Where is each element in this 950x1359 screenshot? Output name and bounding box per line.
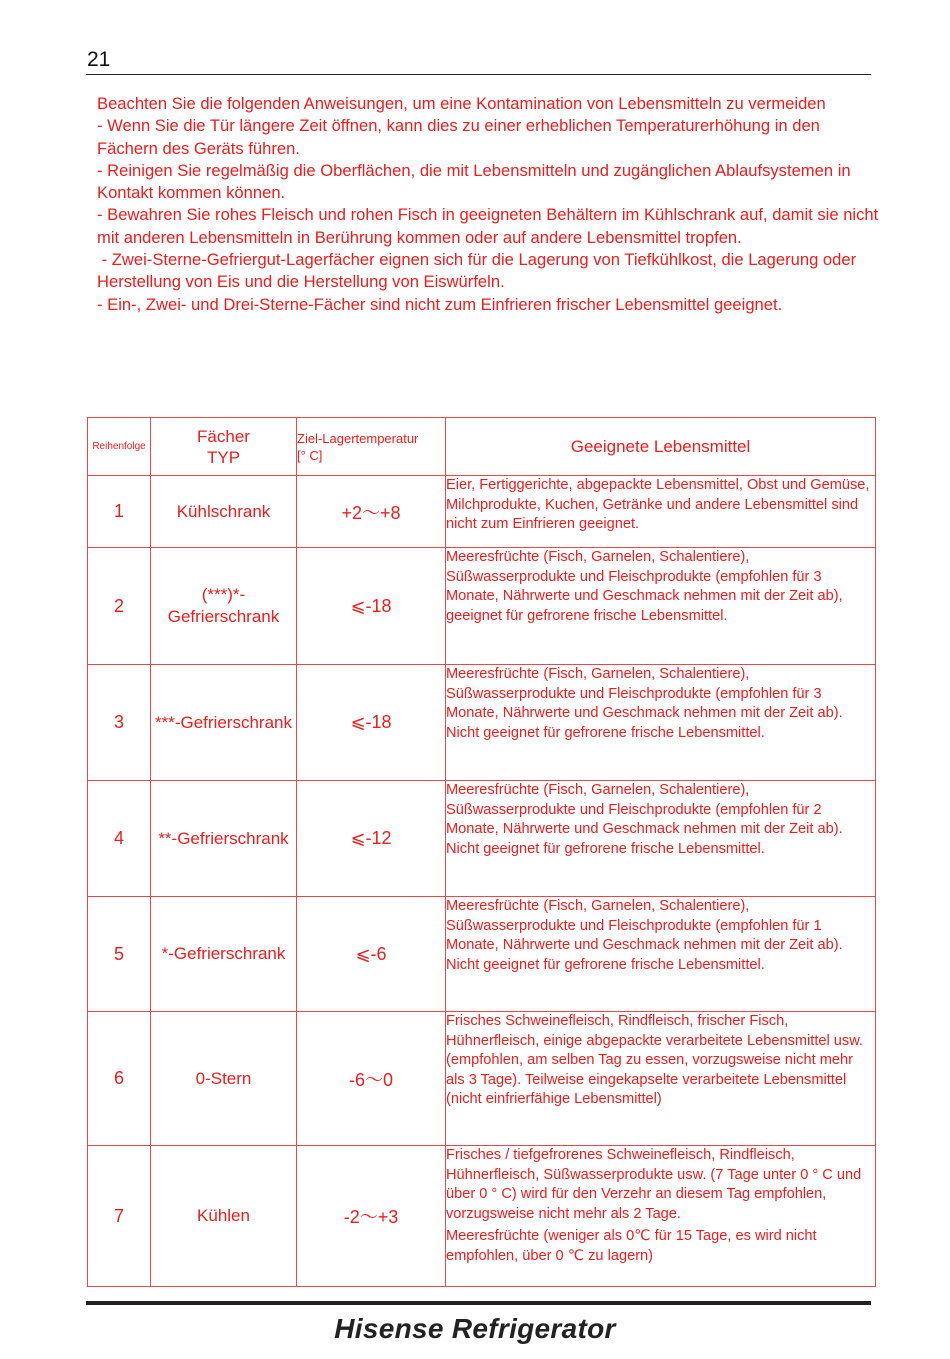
suitable-food-text: Frisches / tiefgefrorenes Schweinefleisch, Rindfleisch, Hühnerfleisch, Süßwasserprodukte usw. (7 Tage unter 0 ° C und über 0 ° C) wird für den Verzehr an diesem Tag empfohlen, vorzugsweise nicht mehr als 2 Tage. [446,1147,866,1222]
target-temperature: ⩽-6 [297,897,446,1012]
suitable-food-text: Meeresfrüchte (Fisch, Garnelen, Schalentiere), Süßwasserprodukte und Fleischprodukte (empfohlen für 3 Monate, Nährwerte und Geschmack nehmen mit der Zeit ab), geeignet für gefrorene frische Lebensmittel. [446,549,847,624]
compartment-type [151,1012,297,1146]
instruction-item: - Zwei-Sterne-Gefriergut-Lagerfächer eignen sich für die Lagerung von Tiefkühlkost, die Lagerung oder Herstellung von Eis und die Herstellung von Eiswürfeln. [97,250,861,292]
header-temperature-line2: [° C] [297,447,323,463]
suitable-food [446,1146,876,1287]
brand-logo-text: Hisense Refrigerator [334,1313,616,1344]
table-row [88,897,876,1012]
target-temperature: +2～+8 [297,476,446,548]
compartment-type [151,476,297,548]
table-row [88,548,876,665]
page-number: 21 [87,48,111,71]
header-type-line1: Fächer [197,426,250,446]
instruction-heading: Beachten Sie die folgenden Anweisungen, um eine Kontamination von Lebensmitteln zu vermeiden [97,94,826,113]
table-row [88,476,876,548]
header-order: Reihenfolge [88,418,151,476]
instruction-item: - Wenn Sie die Tür längere Zeit öffnen, kann dies zu einer erheblichen Temperaturerhöhung in den Fächern des Geräts führen. [97,116,825,158]
target-temperature: ⩽-18 [297,548,446,665]
row-order: 6 [88,1012,151,1146]
suitable-food-text: Eier, Fertiggerichte, abgepackte Lebensmittel, Obst und Gemüse, Milchprodukte, Kuchen, Getränke und andere Lebensmittel sind nicht zum Einfrieren geeignet. [446,477,874,533]
suitable-food [446,781,876,897]
compartment-type [151,665,297,781]
compartment-type-line1: **-Gefrierschrank [158,828,289,848]
target-temperature: -2～+3 [297,1146,446,1287]
row-order: 7 [88,1146,151,1287]
header-type-line2: TYP [206,447,241,467]
table-row [88,1012,876,1146]
instruction-item: - Reinigen Sie regelmäßig die Oberflächen, die mit Lebensmitteln und zugänglichen Ablaufsystemen in Kontakt kommen können. [97,160,856,203]
suitable-food [446,548,876,665]
header-temperature-line1: Ziel-Lagertemperatur [297,430,419,446]
suitable-food [446,476,876,548]
footer-rule [86,1301,871,1305]
compartment-type [151,781,297,897]
header-rule [86,74,871,75]
row-order: 1 [88,476,151,548]
header-suitable-food: Geeignete Lebensmittel [446,418,876,476]
target-temperature: -6～0 [297,1012,446,1146]
row-order: 5 [88,897,151,1012]
storage-table [87,417,876,1287]
table-header-row [88,418,876,476]
suitable-food-seafood-note: Meeresfrüchte (weniger als 0℃ für 15 Tage, es wird nicht empfohlen, über 0 ℃ zu lagern) [446,1228,817,1264]
instruction-item: - Bewahren Sie rohes Fleisch und rohen Fisch in geeigneten Behältern im Kühlschrank auf, damit sie nicht mit anderen Lebensmitteln in Berührung kommen oder auf andere Lebensmittel tropfen. [97,205,883,247]
contamination-instructions [97,93,882,316]
suitable-food-text: Meeresfrüchte (Fisch, Garnelen, Schalentiere), Süßwasserprodukte und Fleischprodukte (empfohlen für 1 Monate, Nährwerte und Geschmack nehmen mit der Zeit ab). Nicht geeignet für gefrorene frische Lebensmittel. [446,898,847,973]
suitable-food [446,897,876,1012]
suitable-food-text: Meeresfrüchte (Fisch, Garnelen, Schalentiere), Süßwasserprodukte und Fleischprodukte (empfohlen für 3 Monate, Nährwerte und Geschmack nehmen mit der Zeit ab). Nicht geeignet für gefrorene frische Lebensmittel. [446,666,847,741]
compartment-type-line1: *-Gefrierschrank [161,944,286,963]
row-order: 4 [88,781,151,897]
instruction-item: - Ein-, Zwei- und Drei-Sterne-Fächer sind nicht zum Einfrieren frischer Lebensmittel geeignet. [97,294,783,314]
row-order: 3 [88,665,151,781]
compartment-type-line1: ***-Gefrierschrank [155,712,292,732]
row-order: 2 [88,548,151,665]
target-temperature: ⩽-18 [297,665,446,781]
compartment-type-line1: Kühlschrank [176,501,271,521]
compartment-type [151,1146,297,1287]
compartment-type [151,897,297,1012]
suitable-food-text: Frisches Schweinefleisch, Rindfleisch, frischer Fisch, Hühnerfleisch, einige abgepackte verarbeitete Lebensmittel usw. (empfohlen, am selben Tag zu essen, vorzugsweise nicht mehr als 3 Tage). Teilweise eingekapselte verarbeitete Lebensmittel (nicht einfrierfähige Lebensmittel) [446,1013,868,1108]
compartment-type-line1: 0-Stern [195,1068,252,1088]
table-row [88,665,876,781]
table-row [88,1146,876,1287]
header-type [151,418,297,476]
compartment-type-line1: (***)*- [201,585,246,604]
table-row [88,781,876,897]
suitable-food-text: Meeresfrüchte (Fisch, Garnelen, Schalentiere), Süßwasserprodukte und Fleischprodukte (empfohlen für 2 Monate, Nährwerte und Geschmack nehmen mit der Zeit ab). Nicht geeignet für gefrorene frische Lebensmittel. [446,782,847,857]
suitable-food [446,1012,876,1146]
compartment-type [151,548,297,665]
header-temperature [297,418,446,476]
compartment-type-line2: Gefrierschrank [167,607,280,626]
target-temperature: ⩽-12 [297,781,446,897]
suitable-food [446,665,876,781]
compartment-type-line1: Kühlen [197,1206,250,1225]
